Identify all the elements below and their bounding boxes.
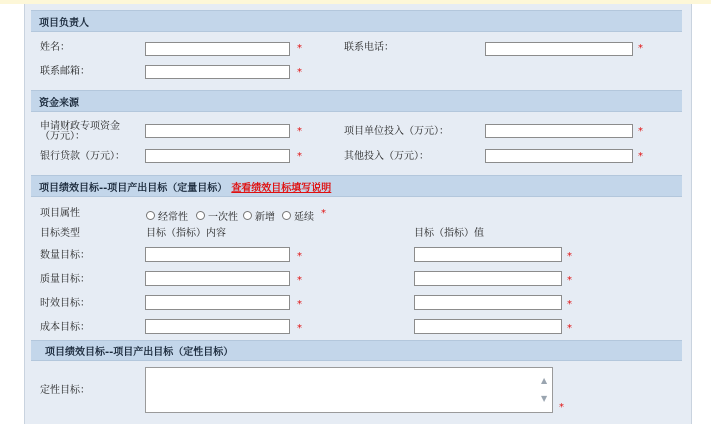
target-content-header: 目标（指标）内容 bbox=[146, 228, 226, 239]
required-mark: * bbox=[638, 151, 643, 162]
radio-option-regular[interactable] bbox=[146, 208, 188, 223]
timeliness-content-input[interactable] bbox=[145, 295, 290, 310]
required-mark: * bbox=[559, 402, 564, 413]
required-mark: * bbox=[567, 251, 572, 262]
quality-target-label: 质量目标： bbox=[40, 274, 90, 285]
required-mark: * bbox=[567, 275, 572, 286]
required-mark: * bbox=[638, 43, 643, 54]
radio-label: 经常性 bbox=[158, 212, 188, 223]
bank-loan-label: 银行贷款（万元）： bbox=[40, 151, 125, 162]
unit-investment-input[interactable] bbox=[485, 124, 633, 138]
radio-option-one-time[interactable] bbox=[196, 208, 238, 223]
quantity-target-label: 数量目标： bbox=[40, 250, 90, 261]
section-header-performance bbox=[31, 175, 682, 197]
required-mark: * bbox=[567, 299, 572, 310]
required-mark: * bbox=[321, 208, 326, 219]
name-input[interactable] bbox=[145, 42, 290, 56]
section-title-performance: 项目绩效目标--项目产出目标（定量目标） bbox=[39, 182, 228, 194]
cost-target-label: 成本目标： bbox=[40, 322, 90, 333]
quality-value-input[interactable] bbox=[414, 271, 562, 286]
timeliness-target-label: 时效目标： bbox=[40, 298, 90, 309]
radio-label: 新增 bbox=[255, 212, 275, 223]
required-mark: * bbox=[567, 323, 572, 334]
required-mark: * bbox=[297, 251, 302, 262]
radio-circle-icon[interactable] bbox=[196, 211, 205, 220]
form-panel bbox=[24, 4, 692, 424]
target-type-header: 目标类型 bbox=[40, 228, 80, 239]
required-mark: * bbox=[297, 323, 302, 334]
email-input[interactable] bbox=[145, 65, 290, 79]
quality-content-input[interactable] bbox=[145, 271, 290, 286]
required-mark: * bbox=[297, 67, 302, 78]
required-mark: * bbox=[297, 126, 302, 137]
radio-option-continue[interactable] bbox=[282, 208, 314, 223]
scroll-down-icon[interactable]: ▼ bbox=[541, 394, 548, 403]
name-label: 姓名： bbox=[40, 42, 70, 53]
required-mark: * bbox=[297, 299, 302, 310]
phone-input[interactable] bbox=[485, 42, 633, 56]
radio-circle-icon[interactable] bbox=[146, 211, 155, 220]
cost-value-input[interactable] bbox=[414, 319, 562, 334]
phone-label: 联系电话： bbox=[344, 42, 394, 53]
other-investment-input[interactable] bbox=[485, 149, 633, 163]
timeliness-value-input[interactable] bbox=[414, 295, 562, 310]
section-header-qualitative: 项目绩效目标--项目产出目标（定性目标） bbox=[31, 340, 682, 361]
special-fund-input[interactable] bbox=[145, 124, 290, 138]
performance-guide-link[interactable]: 查看绩效目标填写说明 bbox=[231, 182, 332, 194]
radio-label: 一次性 bbox=[208, 212, 238, 223]
scroll-up-icon[interactable]: ▲ bbox=[541, 376, 548, 385]
radio-option-new[interactable] bbox=[243, 208, 275, 223]
bank-loan-input[interactable] bbox=[145, 149, 290, 163]
email-label: 联系邮箱： bbox=[40, 66, 90, 77]
project-attribute-label: 项目属性 bbox=[40, 208, 80, 219]
other-investment-label: 其他投入（万元）： bbox=[344, 151, 429, 162]
radio-circle-icon[interactable] bbox=[243, 211, 252, 220]
quantity-content-input[interactable] bbox=[145, 247, 290, 262]
required-mark: * bbox=[638, 126, 643, 137]
quantity-value-input[interactable] bbox=[414, 247, 562, 262]
required-mark: * bbox=[297, 275, 302, 286]
cost-content-input[interactable] bbox=[145, 319, 290, 334]
qualitative-target-textarea[interactable] bbox=[145, 367, 553, 413]
required-mark: * bbox=[297, 43, 302, 54]
section-header-owner: 项目负责人 bbox=[31, 10, 682, 32]
qualitative-target-label: 定性目标： bbox=[40, 385, 90, 396]
target-value-header: 目标（指标）值 bbox=[414, 228, 484, 239]
section-header-funding: 资金来源 bbox=[31, 90, 682, 112]
special-fund-label: 申请财政专项资金（万元）： bbox=[40, 121, 120, 142]
radio-circle-icon[interactable] bbox=[282, 211, 291, 220]
unit-investment-label: 项目单位投入（万元）： bbox=[344, 126, 449, 137]
required-mark: * bbox=[297, 151, 302, 162]
radio-label: 延续 bbox=[294, 212, 314, 223]
